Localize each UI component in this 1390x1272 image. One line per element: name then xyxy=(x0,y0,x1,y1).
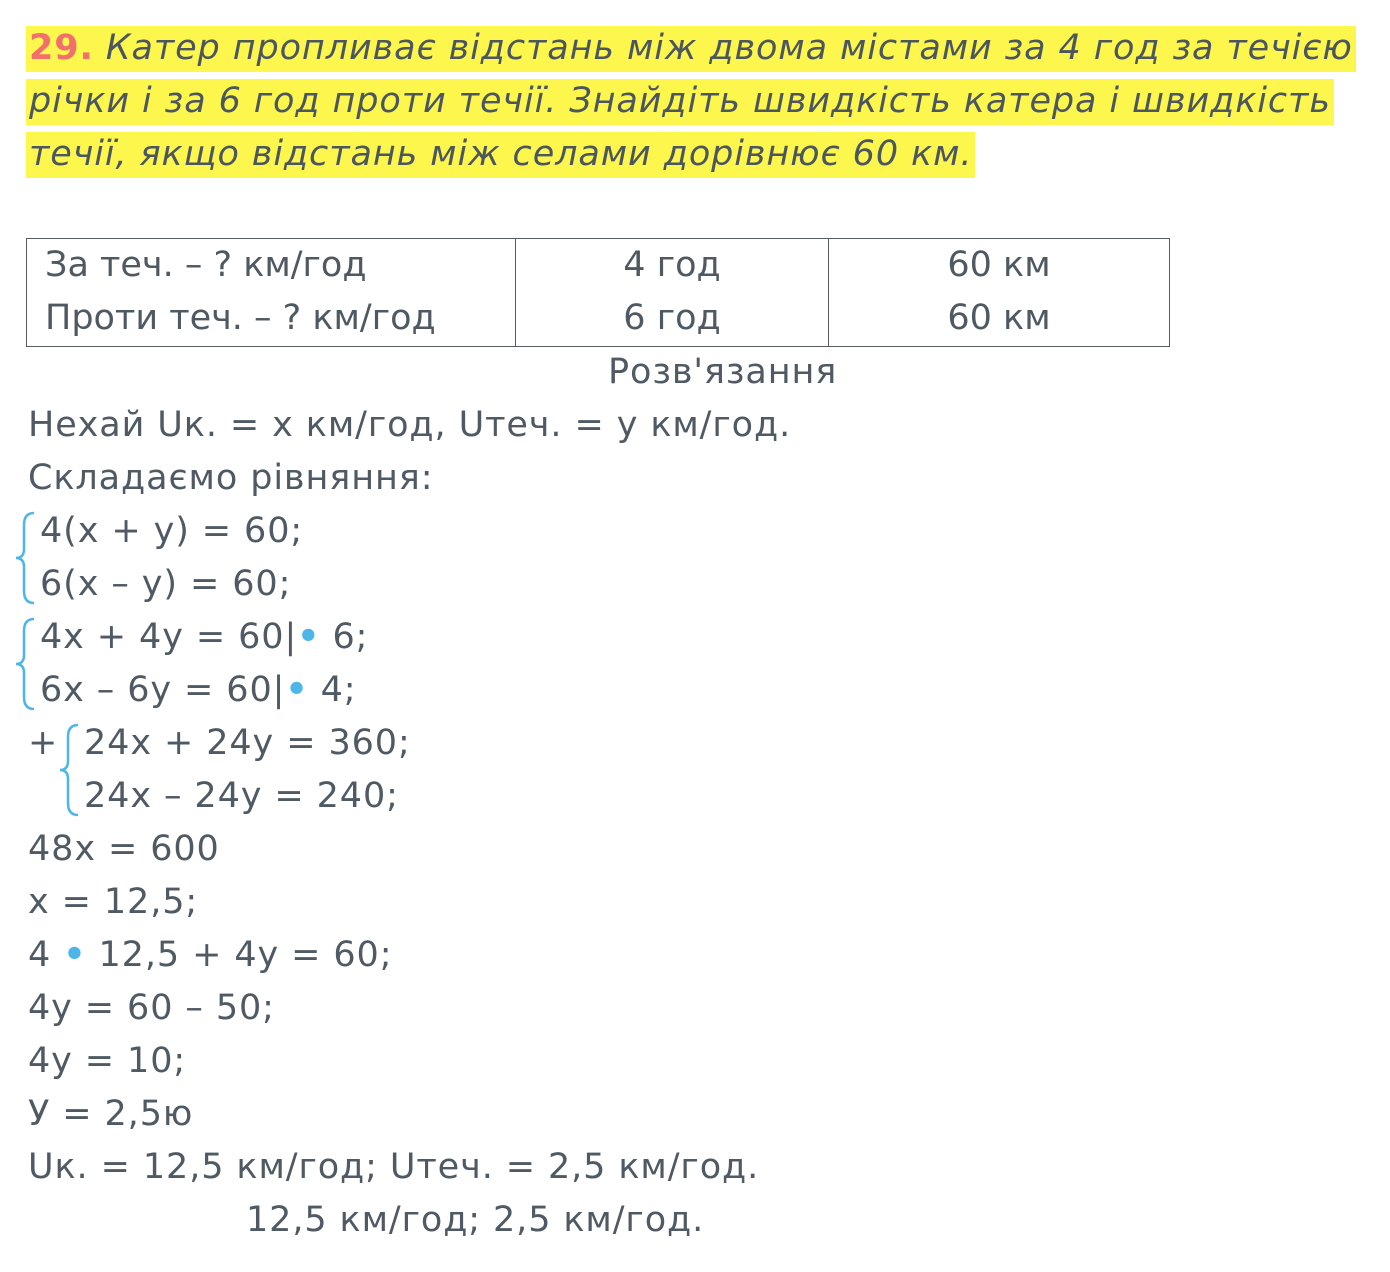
step-4y-diff: 4y = 60 – 50; xyxy=(28,988,275,1028)
system2-eq1: 4x + 4y = 60|• 6; xyxy=(40,617,369,657)
multiply-dot: • xyxy=(63,935,87,975)
problem-line-2: річки і за 6 год проти течії. Знайдіть швидкість катера і швидкість xyxy=(26,79,1334,125)
system3-eq2: 24x – 24y = 240; xyxy=(84,776,399,816)
solution-intro: Нехай Uк. = x км/год, Uтеч. = y км/год. xyxy=(28,405,792,445)
final-answer: 12,5 км/год; 2,5 км/год. xyxy=(246,1200,705,1240)
system-brace-3 xyxy=(58,723,78,817)
given-speed-downstream: За теч. – ? км/год xyxy=(45,245,367,285)
problem-number: 29. xyxy=(29,28,94,68)
given-time-downstream: 4 год xyxy=(623,245,721,285)
system3-eq1: 24x + 24y = 360; xyxy=(84,723,411,763)
solution-heading: Розв'язання xyxy=(608,352,838,392)
step-substitute: 4 • 12,5 + 4y = 60; xyxy=(28,935,393,975)
system1-eq1: 4(x + y) = 60; xyxy=(40,511,304,551)
system-brace-1 xyxy=(14,511,34,605)
given-distance-cell xyxy=(829,239,1170,347)
solution-compose: Складаємо рівняння: xyxy=(28,458,434,498)
given-speed-cell xyxy=(27,239,516,347)
solution-result: Uк. = 12,5 км/год; Uтеч. = 2,5 км/год. xyxy=(28,1147,760,1187)
given-time-upstream: 6 год xyxy=(623,298,721,338)
given-time-cell xyxy=(516,239,829,347)
problem-line-3: течії, якщо відстань між селами дорівнює 60 км. xyxy=(26,132,975,178)
problem-line-1: Катер пропливає відстань між двома містами за 4 год за течією xyxy=(105,28,1353,68)
plus-sign: + xyxy=(28,723,59,763)
system-brace-2 xyxy=(14,617,34,711)
step-4y: 4y = 10; xyxy=(28,1041,187,1081)
multiply-dot: • xyxy=(297,617,321,657)
given-distance-downstream: 60 км xyxy=(947,245,1051,285)
step-y: У = 2,5ю xyxy=(28,1094,194,1134)
problem-statement xyxy=(26,22,1376,181)
multiply-dot: • xyxy=(285,670,309,710)
system1-eq2: 6(x – y) = 60; xyxy=(40,564,292,604)
step-48x: 48x = 600 xyxy=(28,829,220,869)
given-distance-upstream: 60 км xyxy=(947,298,1051,338)
step-x: x = 12,5; xyxy=(28,882,199,922)
given-table xyxy=(26,238,1170,347)
given-speed-upstream: Проти теч. – ? км/год xyxy=(45,298,436,338)
system2-eq2: 6x – 6y = 60|• 4; xyxy=(40,670,357,710)
